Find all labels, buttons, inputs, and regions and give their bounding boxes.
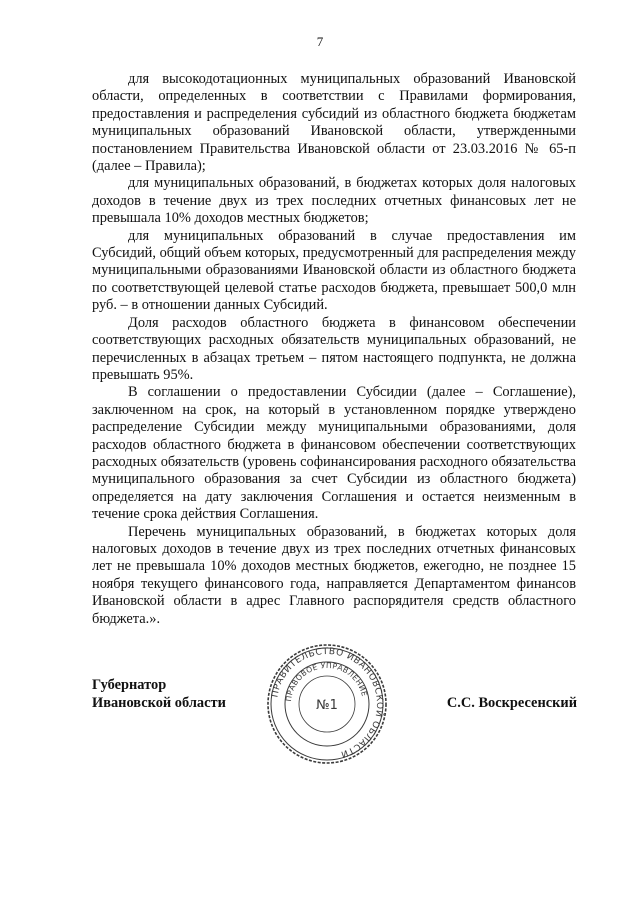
official-seal-stamp bbox=[266, 643, 388, 765]
signatory-title-line1: Губернатор bbox=[92, 677, 167, 693]
paragraph-4: Доля расходов областного бюджета в финансовом обеспечении соответствующих расходных обязательств муниципальных образований, не перечисленных в абзацах третьем – пятом настоящего подпункта, не должна превышать 95%. bbox=[92, 314, 576, 383]
paragraph-1: для высокодотационных муниципальных образований Ивановской области, определенных в соответствии с Правилами формирования, предоставления и распределения субсидий из областного бюджета бюджетам муниципальных образований Ивановской области, утвержденными постановлением Правительства Ивановской области от 23.03.2016 № 65-п (далее – Правила); bbox=[92, 71, 576, 175]
signatory-title bbox=[92, 676, 226, 712]
paragraph-2: для муниципальных образований, в бюджетах которых доля налоговых доходов в течение двух из трех последних отчетных финансовых лет не превышала 10% доходов местных бюджетов; bbox=[92, 175, 576, 227]
stamp-inner-text: ПРАВОВОЕ УПРАВЛЕНИЕ bbox=[284, 660, 370, 703]
signatory-name: С.С. Воскресенский bbox=[446, 695, 577, 711]
paragraph-5: В соглашении о предоставлении Субсидии (далее – Соглашение), заключенном на срок, на который в установленном порядке утверждено распределение Субсидии между муниципальными образованиями, доля расходов областного бюджета в финансовом обеспечении соответствующих расходных обязательств (уровень софинансирования расходного обязательства муниципального образования за счет Субсидии из областного бюджета) определяется на дату заключения Соглашения и остается неизменным в течение срока действия Соглашения. bbox=[92, 384, 576, 523]
paragraph-6: Перечень муниципальных образований, в бюджетах которых доля налоговых доходов в течение двух из трех последних отчетных финансовых лет не превышала 10% доходов местных бюджетов, ежегодно, не позднее 15 ноября текущего финансового года, направляется Департаментом финансов Ивановской области в адрес Главного распорядителя средств областного бюджета.». bbox=[92, 523, 576, 627]
body-text bbox=[92, 71, 576, 628]
page-number: 7 bbox=[316, 34, 324, 49]
stamp-outer-text: ПРАВИТЕЛЬСТВО ИВАНОВСКОЙ ОБЛАСТИ bbox=[270, 646, 385, 760]
signatory-title-line2: Ивановской области bbox=[92, 695, 226, 711]
paragraph-3: для муниципальных образований в случае предоставления им Субсидий, общий объем которых, предусмотренный для распределения между муниципальными образованиями Ивановской области из областного бюджета по соответствующей целевой статье расходов бюджета, превышает 500,0 млн руб. – в отношении данных Субсидий. bbox=[92, 227, 576, 314]
stamp-number: №1 bbox=[316, 698, 338, 713]
